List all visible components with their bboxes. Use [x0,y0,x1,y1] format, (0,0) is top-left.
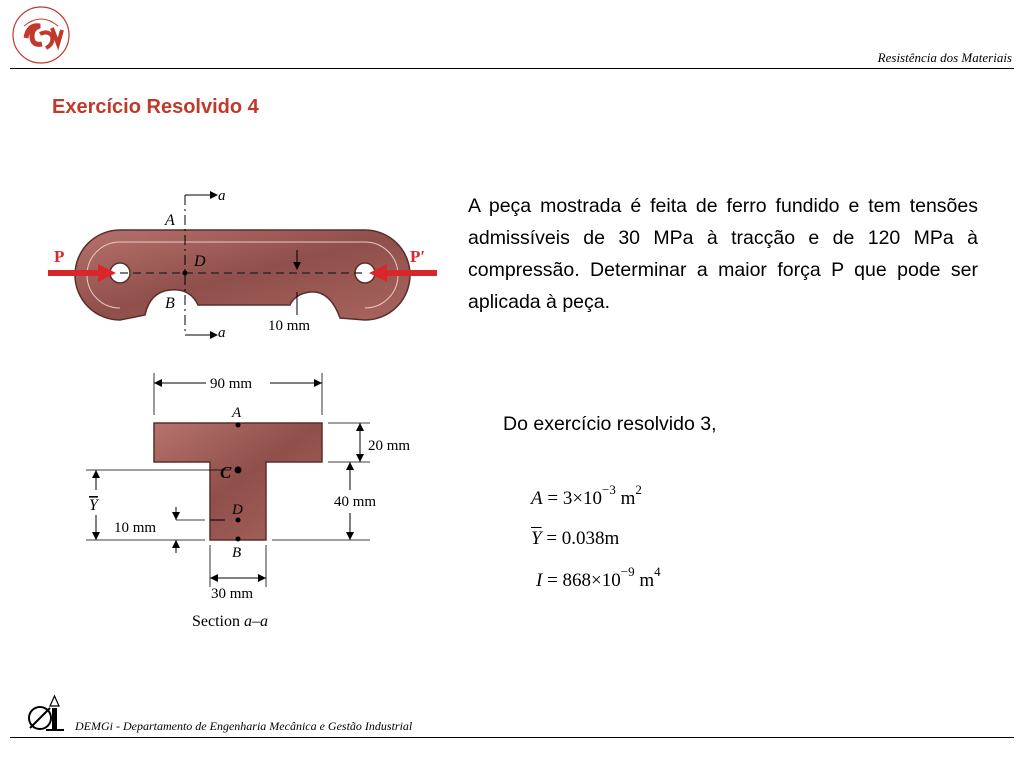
dim-30mm: 30 mm [211,586,254,602]
header-divider [10,68,1014,69]
footer-text: DEMGi - Departamento de Engenharia Mecânica e Gestão Industrial [75,719,413,733]
dim-10mm: 10 mm [268,318,311,334]
label-D-sec: D [232,502,243,518]
label-Ybar: Y [89,497,98,514]
label-a-top: a [218,188,226,204]
label-P: P [54,247,65,266]
label-B: B [165,295,175,312]
school-logo [10,4,72,66]
dim-90mm: 90 mm [210,376,253,392]
reference-text: Do exercício resolvido 3, [503,413,717,435]
label-P-prime: P′ [410,247,426,266]
label-D: D [194,253,206,270]
problem-statement: A peça mostrada é feita de ferro fundido e tem tensões admissíveis de 30 MPa à tracção e de 120 MPa à compressão. Determinar a maior força P que pode ser aplicada à peça. [468,195,978,313]
section-caption: Section a–a [192,613,268,630]
label-A-sec: A [232,405,242,421]
dim-10mm-offset: 10 mm [114,520,157,536]
label-C: C [220,463,232,482]
section-figure [80,365,410,635]
dim-40mm: 40 mm [334,494,377,510]
header-title: Resistência dos Materiais [877,50,1012,65]
exercise-title: Exercício Resolvido 4 [52,96,259,118]
department-logo [26,694,66,734]
equation-area: $A = 3\times 10^{-3}$ $m^2$ [531,482,642,509]
label-A: A [165,212,175,229]
dim-20mm: 20 mm [368,438,410,454]
equation-inertia: $I = 868\times 10^{-9}$ $m^4$ [536,564,661,591]
label-B-sec: B [232,545,242,561]
footer-divider [10,737,1014,738]
part-figure [40,180,440,350]
equation-centroid: $\overline{Y} = 0.038m$ [531,528,620,549]
label-a-bottom: a [218,325,226,341]
